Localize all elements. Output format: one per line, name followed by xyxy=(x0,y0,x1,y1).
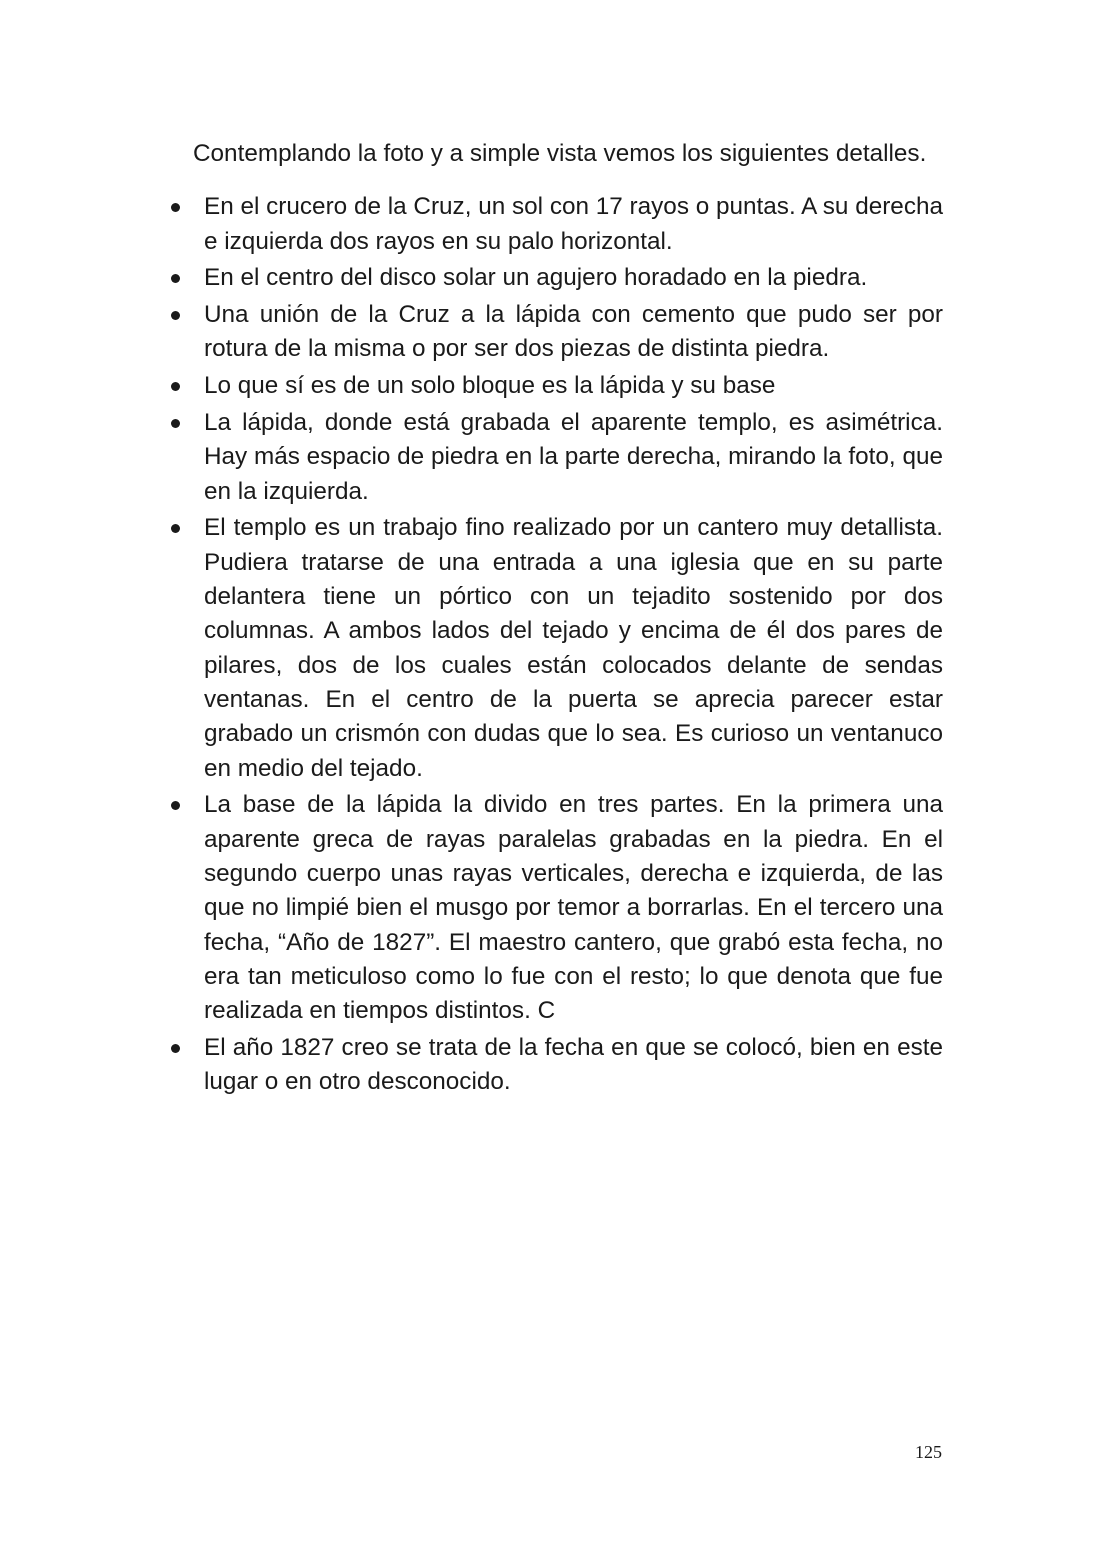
bullet-icon xyxy=(171,801,180,810)
bullet-icon xyxy=(171,382,180,391)
intro-paragraph: Contemplando la foto y a simple vista vemos los siguientes detalles. xyxy=(193,140,927,167)
list-item xyxy=(158,788,943,1028)
list-item xyxy=(158,190,943,259)
list-item xyxy=(158,261,943,295)
list-item xyxy=(158,1031,943,1100)
list-item xyxy=(158,511,943,785)
list-item-text: En el centro del disco solar un agujero horadado en la piedra. xyxy=(204,264,868,292)
bullet-list xyxy=(158,190,943,1099)
list-item-text: Lo que sí es de un solo bloque es la lápida y su base xyxy=(204,372,776,400)
list-item xyxy=(158,369,943,403)
page-body xyxy=(158,137,943,1102)
bullet-icon xyxy=(171,1044,180,1053)
bullet-icon xyxy=(171,419,180,428)
bullet-icon xyxy=(171,203,180,212)
list-item-text: El año 1827 creo se trata de la fecha en que se colocó, bien en este lugar o en otro desconocido. xyxy=(204,1033,943,1096)
list-item-text: La lápida, donde está grabada el aparente templo, es asimétrica. Hay más espacio de piedra en la parte derecha, mirando la foto, que en la izquierda. xyxy=(204,409,943,505)
list-item xyxy=(158,406,943,509)
bullet-icon xyxy=(171,311,180,320)
bullet-icon xyxy=(171,524,180,533)
page-number: 125 xyxy=(915,1442,942,1462)
list-item-text: Una unión de la Cruz a la lápida con cemento que pudo ser por rotura de la misma o por ser dos piezas de distinta piedra. xyxy=(204,301,943,363)
list-item-text: La base de la lápida la divido en tres partes. En la primera una aparente greca de rayas paralelas grabadas en la piedra. En el segundo cuerpo unas rayas verticales, derecha e izquierda, de las que no limpié bien el musgo por temor a borrarlas. En el tercero una fecha, “Año de 1827”. El maestro cantero, que grabó esta fecha, no era tan meticuloso como lo fue con el resto; lo que denota que fue realizada en tiempos distintos. C xyxy=(204,791,943,1025)
list-item xyxy=(158,298,943,367)
list-item-text: En el crucero de la Cruz, un sol con 17 rayos o puntas. A su derecha e izquierda dos rayos en su palo horizontal. xyxy=(204,193,943,255)
list-item-text: El templo es un trabajo fino realizado por un cantero muy detallista. Pudiera tratarse de una entrada a una iglesia que en su parte delantera tiene un pórtico con un tejadito sostenido por dos columnas. A ambos lados del tejado y encima de él dos pares de pilares, dos de los cuales están colocados delante de sendas ventanas. En el centro de la puerta se aprecia parecer estar grabado un crismón con dudas que lo sea. Es curioso un ventanuco en medio del tejado. xyxy=(204,514,943,782)
bullet-icon xyxy=(171,274,180,283)
